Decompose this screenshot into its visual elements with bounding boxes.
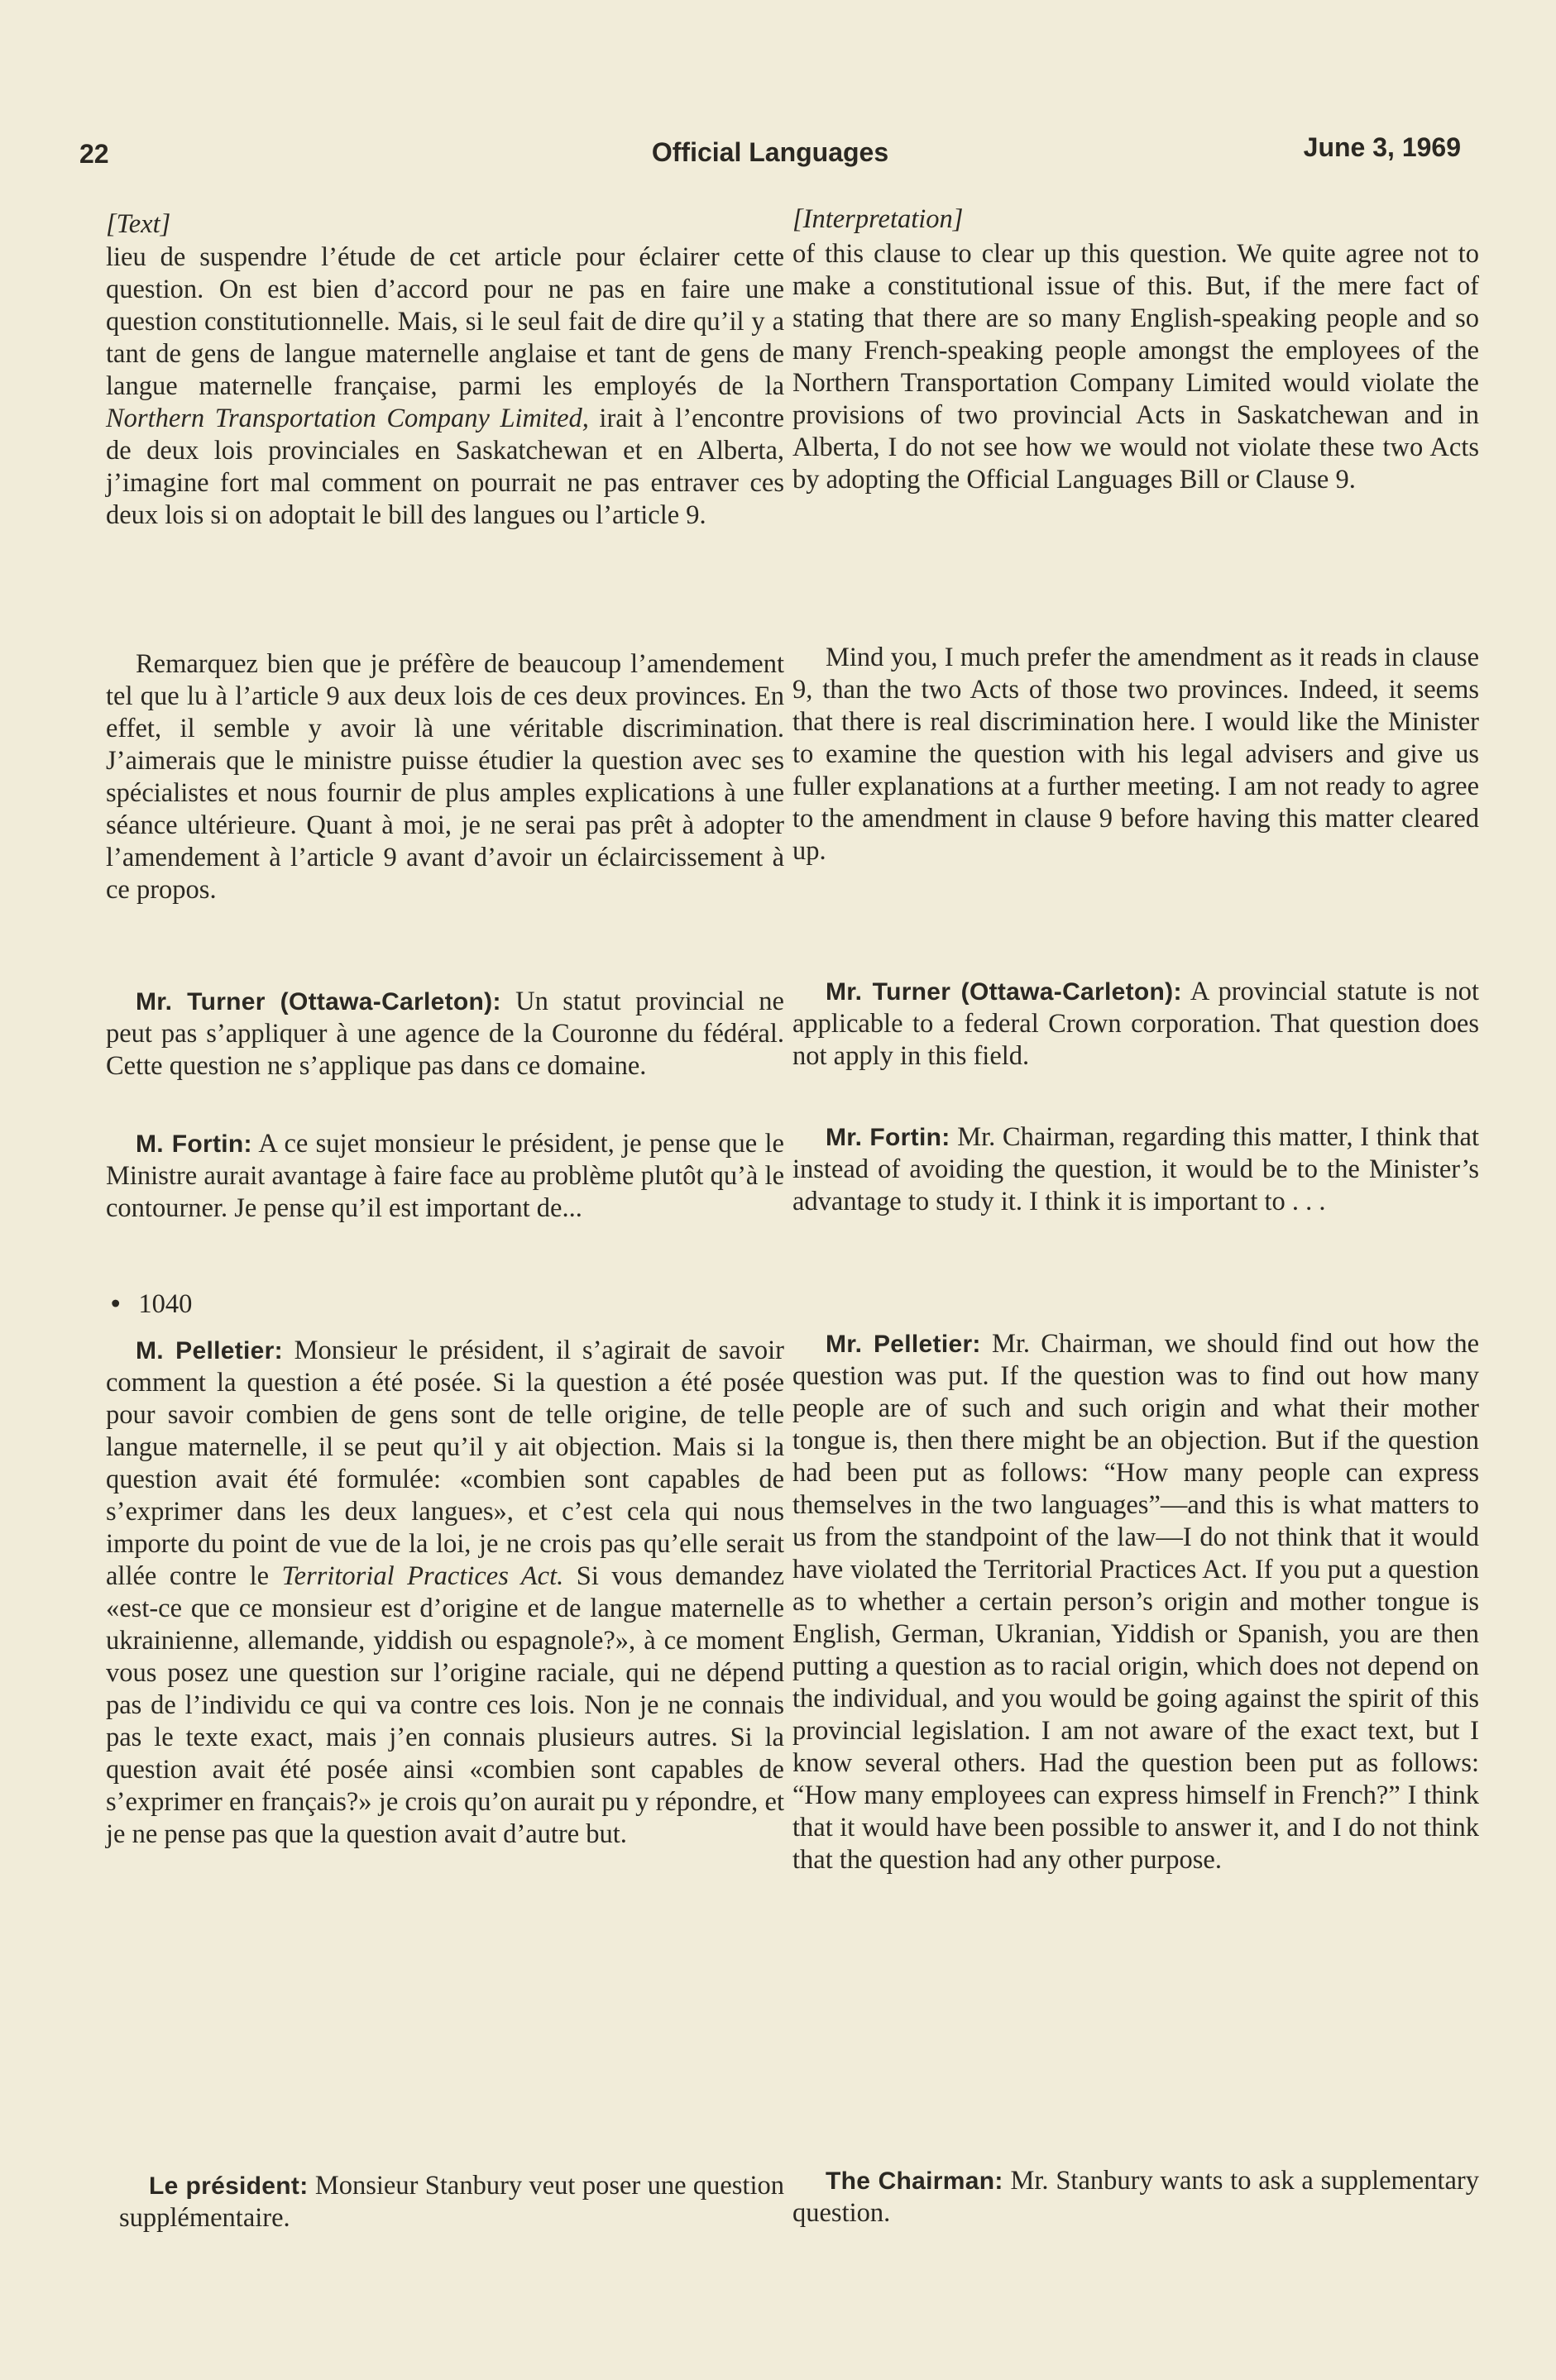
text-marker: [Text] bbox=[106, 209, 171, 239]
paragraph-fortin: M. Fortin: A ce sujet monsieur le président, je pense que le Ministre aurait avantage à faire face au problème plutôt qu’à le contourner. Je pense qu’il est important de... bbox=[106, 1129, 784, 1223]
speaker-name: M. Pelletier: bbox=[136, 1337, 283, 1364]
speaker-name: Mr. Fortin: bbox=[826, 1124, 950, 1151]
paragraph-2: Remarquez bien que je préfère de beaucoup l’amendement tel que lu à l’article 9 aux deux lois de ces deux provinces. En effet, il semble y avoir là une véritable discrimination. J’aimerais que le ministre puisse étudier la question avec ses spécialistes et nous fournir de plus amples explications à une séance ultérieure. Quant à moi, je ne serai pas prêt à adopter l’amendement à l’article 9 avant d’avoir un éclaircissement à ce propos. bbox=[106, 649, 784, 905]
speaker-name: Le président: bbox=[149, 2172, 309, 2200]
page-number: 22 bbox=[79, 139, 109, 169]
speaker-name: Mr. Turner (Ottawa-Carleton): bbox=[826, 978, 1182, 1006]
paragraph-fortin: Mr. Fortin: Mr. Chairman, regarding this matter, I think that instead of avoiding the question, it would be to the Minister’s advantage to study it. I think it is important to . . . bbox=[792, 1122, 1479, 1216]
interpretation-marker: [Interpretation] bbox=[792, 204, 964, 234]
paragraph-president: Le président: Monsieur Stanbury veut poser une question supplémentaire. bbox=[119, 2171, 784, 2233]
page-date: June 3, 1969 bbox=[1303, 132, 1461, 162]
paragraph-chairman: The Chairman: Mr. Stanbury wants to ask a supplementary question. bbox=[792, 2166, 1479, 2228]
paragraph-1: of this clause to clear up this question. We quite agree not to make a constitutional issue of this. But, if the mere fact of stating that there are so many English-speaking people and so many French-speaking people amongst the employees of the Northern Transportation Company Limited would violate the provisions of two provincial Acts in Saskatchewan and in Alberta, I do not see how we would not violate these two Acts by adopting the Official Languages Bill or Clause 9. bbox=[792, 239, 1479, 495]
speaker-name: Mr. Pelletier: bbox=[826, 1331, 981, 1358]
paragraph-pelletier: Mr. Pelletier: Mr. Chairman, we should find out how the question was put. If the question was to find out how many people are of such and such origin and what their mother tongue is, then there might be an objection. But if the question had been put as follows: “How many people can express themselves in the two languages”—and this is what matters to us from the standpoint of the law—I do not think that it would have violated the Territorial Practices Act. If you put a question as to whether a certain person’s origin and mother tongue is English, German, Ukranian, Yiddish or Spanish, you are then putting a question as to racial origin, which does not depend on the individual, and you would be going against the spirit of this provincial legislation. I am not aware of the exact text, but I know several others. Had the question been put as follows: “How many employees can express himself in French?” I think that it would have been possible to answer it, and I do not think that the question had any other purpose. bbox=[792, 1329, 1480, 1875]
time-stamp: • 1040 bbox=[111, 1289, 193, 1319]
paragraph-turner: Mr. Turner (Ottawa-Carleton): Un statut provincial ne peut pas s’appliquer à une agence de la Couronne du fédéral. Cette question ne s’applique pas dans ce domaine. bbox=[106, 987, 784, 1081]
paragraph-2: Mind you, I much prefer the amendment as it reads in clause 9, than the two Acts of those two provinces. Indeed, it seems that there is real discrimination here. I would like the Minister to examine the question with his legal advisers and give us fuller explanations at a further meeting. I am not ready to agree to the amendment in clause 9 before having this matter cleared up. bbox=[792, 643, 1479, 866]
paragraph-pelletier: M. Pelletier: Monsieur le président, il s’agirait de savoir comment la question a été posée. Si la question a été posée pour savoir combien de gens sont de telle origine, de telle langue maternelle, il se peut qu’il y ait objection. Mais si la question avait été formulée: «combien sont capables de s’exprimer dans les deux langues», et c’est cela qui nous importe du point de vue de la loi, je ne crois pas qu’elle serait allée contre le Territorial Practices Act. Si vous demandez «est-ce que ce monsieur est d’origine et de langue maternelle ukrainienne, allemande, yiddish ou espagnole?», à ce moment vous posez une question sur l’origine raciale, qui ne dépend pas de l’individu ce qui va contre ces lois. Non je ne connais pas le texte exact, mais j’en connais plusieurs autres. Si la question avait été posée ainsi «combien sont capables de s’exprimer en français?» je crois qu’on aurait pu y répondre, et je ne pense pas que la question avait d’autre but. bbox=[106, 1336, 785, 1849]
speaker-name: The Chairman: bbox=[826, 2167, 1003, 2195]
running-title: Official Languages bbox=[651, 137, 889, 167]
paragraph-1: lieu de suspendre l’étude de cet article pour éclairer cette question. On est bien d’accord pour ne pas en faire une question constitutionnelle. Mais, si le seul fait de dire qu’il y a tant de gens de langue maternelle anglaise et tant de gens de langue maternelle française, parmi les employés de la Northern Transportation Company Limited, irait à l’encontre de deux lois provinciales en Saskatchewan et en Alberta, j’imagine fort mal comment on pourrait ne pas entraver ces deux lois si on adoptait le bill des langues ou l’article 9. bbox=[106, 242, 784, 530]
paragraph-turner: Mr. Turner (Ottawa-Carleton): A provincial statute is not applicable to a federal Crown corporation. That question does not apply in this field. bbox=[792, 977, 1479, 1071]
page-header bbox=[79, 131, 1461, 172]
speaker-name: M. Fortin: bbox=[136, 1130, 252, 1158]
speaker-name: Mr. Turner (Ottawa-Carleton): bbox=[136, 988, 501, 1016]
